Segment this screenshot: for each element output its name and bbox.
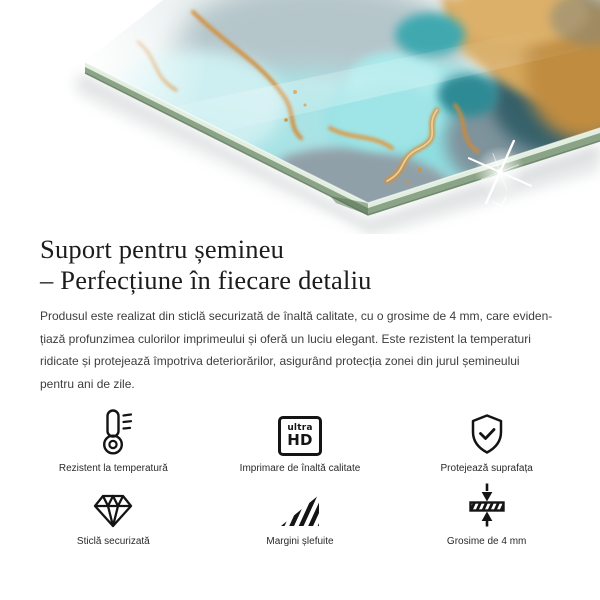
- description-line: țiază profunzimea culorilor imprimeului și oferă un luciu elegant. Este rezistent la temperaturi: [40, 331, 531, 346]
- description-line: pentru ani de zile.: [40, 377, 135, 392]
- description-line: ridicate și protejează împotriva deteriorărilor, asigurând protecția zonei din jurul șemineului: [40, 354, 520, 369]
- glass-panel-illustration: [0, 0, 600, 234]
- feature-label: Sticlă securizată: [76, 535, 150, 547]
- product-image: [0, 0, 600, 234]
- feature-tempered-glass: [20, 491, 207, 548]
- content-section: [0, 234, 600, 548]
- feature-polished-edges: [207, 491, 394, 548]
- thickness-compress-icon: [393, 491, 580, 529]
- title-line-1: Suport pentru șemineu: [40, 234, 285, 264]
- feature-temperature-resistant: [20, 404, 207, 475]
- ultra-hd-icon: [207, 404, 394, 456]
- description-line: Produsul este realizat din sticlă securizată de înaltă calitate, cu o grosime de 4 mm, care eviden-: [40, 309, 553, 323]
- features-grid: [20, 404, 580, 548]
- feature-label: Grosime de 4 mm: [446, 535, 527, 547]
- ultra-hd-badge-top: ultra: [287, 422, 313, 433]
- feature-surface-protection: [393, 404, 580, 475]
- feature-label: Rezistent la temperatură: [58, 462, 168, 474]
- feature-print-quality: [207, 404, 394, 475]
- thermometer-icon: [20, 404, 207, 456]
- product-description: [40, 305, 560, 396]
- shield-check-icon: [393, 404, 580, 456]
- feature-label: Margini șlefuite: [266, 535, 334, 547]
- diamond-icon: [20, 491, 207, 529]
- ultra-hd-badge-bottom: HD: [287, 430, 313, 449]
- feature-label: Imprimare de înaltă calitate: [239, 462, 361, 474]
- feature-label: Protejează suprafața: [440, 462, 533, 474]
- feature-thickness: [393, 491, 580, 548]
- polished-edges-icon: [207, 491, 394, 529]
- title-line-2: – Perfecțiune în fiecare detaliu: [40, 264, 372, 295]
- glass-artwork: [0, 0, 600, 234]
- page-title: [40, 234, 560, 295]
